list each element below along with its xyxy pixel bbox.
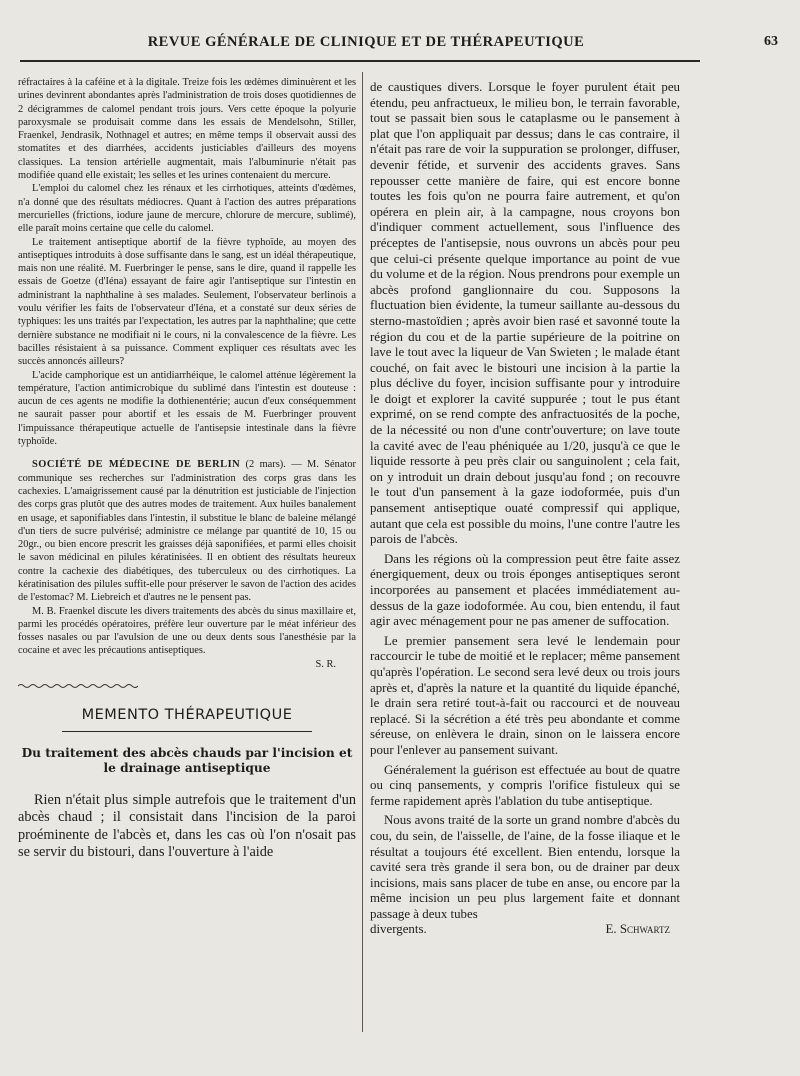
- society-text: — M. Sénator communique ses recherches sur l'administration des corps gras dans les cachexies. L'amaigrissement causé par la dénutrition est justiciable de l'injection des corps gras plutôt que des autres modes de traitement. Aux huiles banalement en usage, et saponifiables dans l'intestin, il substitue le blanc de baleine mélangé d'un tiers de sucre pulvérisé; administre ce mélange par quantité de 10, 15 ou 20gr., ou bien encore prescrit les graisses déjà saponifiées, et parmi elles choisit le savon médicinal en pilules kératinisées. Il en obtient des résultats heureux contre la cachexie des diabétiques, des tuberculeux ou des cirrhotiques. La kératinisation des pilules suffit-elle pour préserver le savon de l'action des acides de l'estomac? M. Liebreich et d'autres ne le pensent pas.: [18, 459, 356, 604]
- paragraph: Le premier pansement sera levé le lendemain pour raccourcir le tube de moitié et le replacer; même pansement qu'après l'opération. Le second sera levé deux ou trois jours après et, d'après la nature et la quantité du liquide épanché, le drain sera retiré tout-à-fait ou raccourci et de nouveau replacé. Si la sécrétion a été très peu abondante et comme séreuse, on enlèvera le drain, sinon on le laissera encore pour l'enlever au pansement suivant.: [370, 633, 680, 757]
- paragraph: L'acide camphorique est un antidiarrhéique, le calomel atténue légèrement la température, l'action antimicrobique du sublimé dans l'intestin est douteuse : aucun de ces agents ne modifie la dothienentérie; aucun d'eux conséquemment ne saurait passer pour abortif et les essais de M. Fuerbringer prouvent l'impuissance thérapeutique actuelle de l'antisepsie intestinale dans la fièvre typhoïde.: [18, 369, 356, 448]
- signature-line: [370, 922, 680, 938]
- paragraph: Nous avons traité de la sorte un grand nombre d'abcès du cou, du sein, de l'aisselle, de l'aine, de la fosse iliaque et le résultat a toujours été excellent. Bien entendu, lorsque la cavité sera très grande il sera bon, ou de drainer par deux incisions, mais sans placer de tube en anse, ou encore par la même incision un peu plus largement faite et donnant passage à deux tubes: [370, 813, 680, 921]
- article-title: Du traitement des abcès chauds par l'incision et le drainage antiseptique: [21, 745, 353, 775]
- paragraph: Dans les régions où la compression peut être faite assez énergiquement, deux ou trois éponges antiseptiques seront incorporées au pansement et placées immédiatement au-dessus de la gaze iodoformée. Au cou, bien entendu, il faut agir avec ménagement pour ne pas amener de suffocation.: [370, 551, 680, 629]
- section-rule: [62, 731, 312, 732]
- paragraph: réfractaires à la caféine et à la digitale. Treize fois les œdèmes diminuèrent et les urines devinrent abondantes après l'administration de trois doses quotidiennes de 2 décigrammes de calomel pendant trois jours. Vers cette époque la polyurie paroxysmale se produisait comme dans les essais de Mendelsohn, Stiller, Fraenkel, Jendrasik, Nothnagel et autres; en même temps il observait aussi des stomatites et des diarrhées, accidents justiciables d'ailleurs des moyens classiques. La tension artérielle augmentait, mais l'albuminurie n'était pas modifiée quand elle existait; les selles et les urines contenaient du mercure.: [18, 77, 356, 182]
- author-signature: E. Schwartz: [605, 922, 670, 937]
- article-paragraph: Rien n'était plus simple autrefois que le traitement d'un abcès chaud ; il consistait dans l'incision de la paroi proéminente de l'abcès et, dans les cas où l'on n'osait pas se servir du bistouri, dans l'ouverture à l'aide: [18, 791, 356, 861]
- society-paragraph: [18, 458, 356, 604]
- paragraph-end: divergents.: [370, 922, 427, 937]
- paragraph: Le traitement antiseptique abortif de la fièvre typhoïde, au moyen des antiseptiques introduits à dose suffisante dans le sang, est un idéal thérapeutique, mais non une réalité. M. Fuerbringer le pense, sans le dire, quand il rappelle les essais de Goetze (d'Iéna) essayant de faire agir l'antiseptique sur l'intestin en administrant la naphthaline à ses malades. Seulement, l'observateur berlinois a voulu vérifier les faits de l'observateur d'Iéna, et a constaté sur deux séries de typhiques: les uns traités par l'expectation, les autres par la naphthaline; que cette dernière substance ne modifiait ni le cours, ni la convalescence de la fièvre. Les bacilles résistaient à sa puissance. Comment expliquer ces résultats avec les succès annoncés ailleurs?: [18, 236, 356, 368]
- left-column: [18, 76, 356, 862]
- paragraph-text: M. B. Fraenkel discute les divers traitements des abcès du sinus maxillaire et, parmi les procédés opératoires, préfère leur ouverture par le méat inférieur des fosses nasales ou par l'avulsion de une ou deux dents sous l'anesthésie par la cocaine et avec les précautions antiseptiques.: [18, 605, 356, 657]
- paragraph: L'emploi du calomel chez les rénaux et les cirrhotiques, atteints d'œdèmes, n'a donné que des résultats médiocres. Quant à l'action des autres préparations mercurielles (frictions, iodure jaune de mercure, chlorure de mercure, sublimé), elle paraît moins certaine que celle du calomel.: [18, 183, 356, 235]
- right-column: [370, 80, 680, 938]
- page-number: 63: [764, 34, 778, 49]
- section-title: MEMENTO THÉRAPEUTIQUE: [81, 707, 293, 724]
- paragraph: de caustiques divers. Lorsque le foyer purulent était peu étendu, peu anfractueux, le milieu bon, le terrain favorable, tout se passait bien sous le cataplasme ou le pansement à plat que l'on appliquait par dessus; dans le cas contraire, il n'était pas rare de voir la suppuration se prolonger, diffuser, devenir fétide, et survenir des accidents graves. Sans repousser cette manière de faire, qui est encore bonne toutes les fois qu'on ne pourra faire autrement, et qu'on opérera en plein air, à la campagne, nous croyons bon d'indiquer comment actuellement, sous l'influence des préceptes de l'antisepsie, nous ouvrons un abcès pour peu que celui-ci présente quelque importance au point de vue du volume et de la région. Nous prendrons pour exemple un abcès profond ganglionnaire du cou. Supposons la fluctuation bien évidente, la tumeur saillante au-dessous du sterno-mastoïdien ; après avoir bien rasé et savonné toute la région du cou et de la partie supérieure de la poitrine on lave le tout avec la liqueur de Van Swieten ; le malade étant couché, on fait avec le bistouri une incision à la partie la plus déclive du foyer, incision suffisante pour y introduire le doigt et explorer la cavité suppurée ; tout le pus étant exprimé, on se rend compte des anfractuosités de la poche, de la nécessité ou non d'une contr'ouverture; on lave toute la cavité avec de l'eau phéniquée au 1/20, jusqu'à ce que le liquide ressorte à peu près clair ou sanguinolent ; cela fait, on y introduit un drain debout jusqu'au fond ; on recouvre le tout d'un pansement à la gaze iodoformée, puis d'un pansement antiseptique ouaté compressif qui applique, autant que cela est possible du moins, l'une contre l'autre les parois de l'abcès.: [370, 80, 680, 547]
- society-name: SOCIÉTÉ DE MÉDECINE DE BERLIN: [32, 459, 241, 471]
- header-rule: [20, 60, 700, 62]
- running-title: REVUE GÉNÉRALE DE CLINIQUE ET DE THÉRAPEUTIQUE: [147, 34, 585, 50]
- column-divider: [362, 72, 363, 1032]
- ornament-divider: [18, 683, 138, 689]
- signature: S. R.: [315, 658, 336, 670]
- society-date: (2 mars).: [245, 459, 286, 471]
- paragraph: [18, 605, 356, 658]
- paragraph: Généralement la guérison est effectuée au bout de quatre ou cinq pansements, y compris l'orifice fistuleux qui se ferme rapidement après l'ablation du tube antiseptique.: [370, 762, 680, 808]
- running-head: [22, 34, 778, 51]
